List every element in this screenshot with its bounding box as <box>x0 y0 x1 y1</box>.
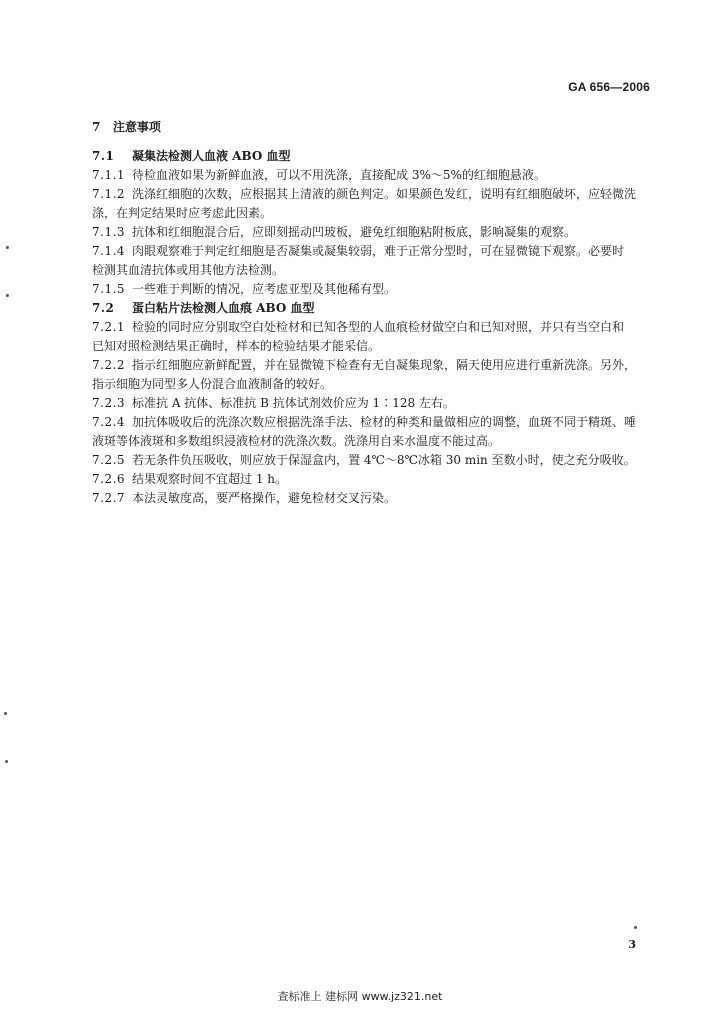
clause-number: 7.2.6 <box>92 472 126 486</box>
scan-speck <box>5 760 8 763</box>
clause-7-1-5 <box>92 280 658 299</box>
subsection-title: 蛋白粘片法检测人血痕 ABO 血型 <box>132 301 315 315</box>
scan-speck <box>4 712 7 715</box>
clause-text: 一些难于判断的情况，应考虑亚型及其他稀有型。 <box>132 282 397 296</box>
clause-7-2-5 <box>92 451 658 470</box>
section-title: 注意事项 <box>112 120 161 134</box>
clause-7-1-4 <box>92 242 658 261</box>
clause-number: 7.2.7 <box>92 491 126 505</box>
subsection-heading-7-1 <box>92 147 658 166</box>
clause-7-2-1 <box>92 318 658 337</box>
clause-text: 若无条件负压吸收，则应放于保湿盒内，置 4℃～8℃冰箱 30 min 至数小时，使之充分吸收。 <box>132 453 636 467</box>
subsection-number: 7.1 <box>92 149 115 163</box>
clause-number: 7.1.5 <box>92 282 126 296</box>
clause-text: 抗体和红细胞混合后，应即刻摇动凹玻板，避免红细胞粘附板底，影响凝集的观察。 <box>132 225 577 239</box>
clause-7-2-4 <box>92 413 658 432</box>
scan-speck <box>6 294 9 297</box>
section-heading <box>92 118 658 137</box>
clause-text: 洗涤红细胞的次数，应根据其上清液的颜色判定。如果颜色发红，说明有红细胞破坏，应轻微洗 <box>132 187 637 201</box>
clause-7-1-2-cont: 涤，在判定结果时应考虑此因素。 <box>92 206 273 220</box>
clause-7-2-2-cont: 指示细胞为同型多人份混合血液制备的较好。 <box>92 377 333 391</box>
scan-speck <box>634 926 637 929</box>
document-body <box>92 118 658 508</box>
clause-7-1-1 <box>92 166 658 185</box>
clause-7-2-1-cont: 已知对照检测结果正确时，样本的检验结果才能采信。 <box>92 339 381 353</box>
subsection-number: 7.2 <box>92 301 115 315</box>
clause-text: 指示红细胞应新鲜配置，并在显微镜下检查有无自凝集现象，隔天使用应进行重新洗涤。另外， <box>132 358 637 372</box>
clause-number: 7.1.3 <box>92 225 126 239</box>
subsection-title: 凝集法检测人血液 ABO 血型 <box>132 149 291 163</box>
clause-text: 加抗体吸收后的洗涤次数应根据洗涤手法、检材的种类和量做相应的调整，血斑不同于精斑、唾 <box>132 415 637 429</box>
clause-7-1-2 <box>92 185 658 204</box>
clause-number: 7.2.3 <box>92 396 126 410</box>
page-number: 3 <box>628 938 636 951</box>
scan-speck <box>6 246 9 249</box>
clause-text: 结果观察时间不宜超过 1 h。 <box>132 472 287 486</box>
clause-number: 7.2.5 <box>92 453 126 467</box>
clause-text: 标准抗 A 抗体、标准抗 B 抗体试剂效价应为 1∶128 左右。 <box>132 396 455 410</box>
clause-7-1-3 <box>92 223 658 242</box>
clause-7-2-3 <box>92 394 658 413</box>
section-number: 7 <box>92 120 101 134</box>
clause-7-2-4-cont: 液斑等体液斑和多数组织浸液检材的洗涤次数。洗涤用自来水温度不能过高。 <box>92 434 501 448</box>
clause-7-2-2 <box>92 356 658 375</box>
clause-text: 检验的同时应分别取空白处检材和已知各型的人血痕检材做空白和已知对照，并只有当空白和 <box>132 320 625 334</box>
clause-number: 7.2.2 <box>92 358 126 372</box>
clause-text: 肉眼观察难于判定红细胞是否凝集或凝集较弱，难于正常分型时，可在显微镜下观察。必要时 <box>132 244 625 258</box>
clause-text: 待检血液如果为新鲜血液，可以不用洗涤，直接配成 3%～5%的红细胞悬液。 <box>132 168 546 182</box>
clause-7-2-6 <box>92 470 658 489</box>
clause-7-1-4-cont: 检测其血清抗体或用其他方法检测。 <box>92 263 285 277</box>
clause-number: 7.1.1 <box>92 168 126 182</box>
clause-number: 7.2.4 <box>92 415 126 429</box>
clause-number: 7.2.1 <box>92 320 126 334</box>
clause-number: 7.1.4 <box>92 244 126 258</box>
clause-text: 本法灵敏度高，要严格操作，避免检材交叉污染。 <box>132 491 397 505</box>
subsection-heading-7-2 <box>92 299 658 318</box>
footer-watermark: 查标准上 建标网 www.jz321.net <box>277 990 443 1003</box>
standard-code: GA 656—2006 <box>568 80 650 94</box>
clause-7-2-7 <box>92 489 658 508</box>
clause-number: 7.1.2 <box>92 187 126 201</box>
